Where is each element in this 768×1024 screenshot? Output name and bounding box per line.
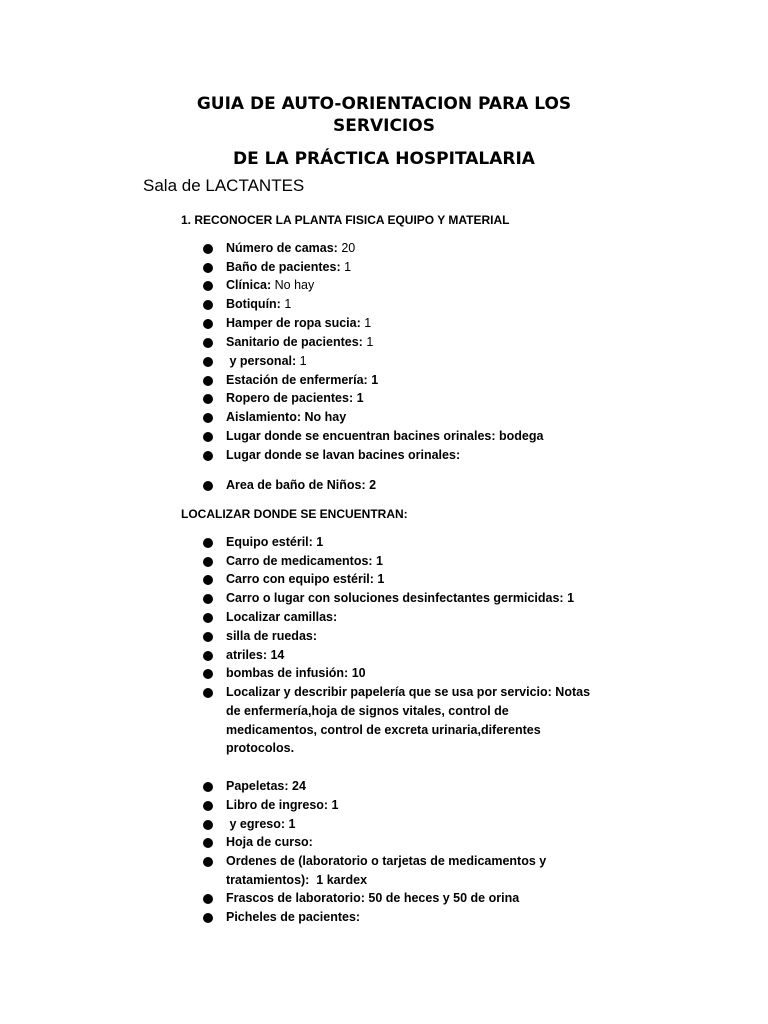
bullet-icon: [203, 244, 213, 254]
item-label: Lugar donde se encuentran bacines orinales: bodega: [226, 429, 544, 443]
bullet-icon: [203, 338, 213, 348]
bullet-icon: [203, 894, 213, 904]
item-text: Hoja de curso:: [226, 835, 313, 849]
bullet-icon: [203, 263, 213, 273]
item-text: y egreso: 1: [226, 817, 296, 831]
item-label: Area de baño de Niños: 2: [226, 478, 377, 492]
item-text: Localizar camillas:: [226, 610, 338, 624]
bullet-icon: [203, 651, 213, 661]
item-value: No hay: [271, 278, 315, 292]
bullet-icon: [203, 669, 213, 679]
bullet-icon: [203, 538, 213, 548]
item-label: Hamper de ropa sucia:: [226, 316, 361, 330]
bullet-icon: [203, 481, 213, 491]
section-1-heading: 1. RECONOCER LA PLANTA FISICA EQUIPO Y MATERIAL: [181, 213, 510, 227]
item-text: Picheles de pacientes:: [226, 910, 361, 924]
bullet-icon: [203, 838, 213, 848]
item-label: Clínica:: [226, 278, 272, 292]
bullet-icon: [203, 688, 213, 698]
item-label: y personal:: [226, 354, 297, 368]
item-label: Estación de enfermería: 1: [226, 373, 379, 387]
item-text: Ordenes de (laboratorio o tarjetas de medicamentos y tratamientos): 1 kardex: [226, 854, 550, 887]
item-label: Aislamiento: No hay: [226, 410, 347, 424]
item-text: Libro de ingreso: 1: [226, 798, 339, 812]
item-label: Sanitario de pacientes:: [226, 335, 363, 349]
bullet-icon: [203, 782, 213, 792]
bullet-icon: [203, 300, 213, 310]
bullet-icon: [203, 376, 213, 386]
item-label: Ropero de pacientes: 1: [226, 391, 364, 405]
item-label: Botiquín:: [226, 297, 281, 311]
item-text: Papeletas: 24: [226, 779, 306, 793]
item-value: 1: [362, 335, 374, 349]
item-text: atriles: 14: [226, 648, 285, 662]
document-title-line-1: GUIA DE AUTO-ORIENTACION PARA LOS: [196, 94, 572, 114]
item-text: bombas de infusión: 10: [226, 666, 366, 680]
bullet-icon: [203, 451, 213, 461]
bullet-icon: [203, 594, 213, 604]
item-text: Carro o lugar con soluciones desinfectantes germicidas: 1: [226, 591, 575, 605]
bullet-icon: [203, 575, 213, 585]
item-label: Número de camas:: [226, 241, 338, 255]
document-title-line-2: SERVICIOS: [333, 116, 435, 136]
item-text: silla de ruedas:: [226, 629, 318, 643]
section-2-heading: LOCALIZAR DONDE SE ENCUENTRAN:: [181, 507, 408, 521]
bullet-icon: [203, 857, 213, 867]
bullet-icon: [203, 319, 213, 329]
item-text: Carro de medicamentos: 1: [226, 554, 383, 568]
item-label: Lugar donde se lavan bacines orinales:: [226, 448, 461, 462]
item-text: Equipo estéril: 1: [226, 535, 324, 549]
item-label: Baño de pacientes:: [226, 260, 341, 274]
bullet-icon: [203, 394, 213, 404]
bullet-icon: [203, 432, 213, 442]
bullet-icon: [203, 820, 213, 830]
item-value: 20: [337, 241, 356, 255]
item-value: 1: [280, 297, 292, 311]
item-text: Localizar y describir papelería que se usa por servicio: Notas de enfermería,hoja de signos vitales, control de medicamentos, control de excreta urinaria,diferentes protocolos.: [226, 685, 591, 756]
bullet-icon: [203, 557, 213, 567]
bullet-icon: [203, 413, 213, 423]
bullet-icon: [203, 913, 213, 923]
item-text: Carro con equipo estéril: 1: [226, 572, 385, 586]
bullet-icon: [203, 357, 213, 367]
document-title-line-3: DE LA PRÁCTICA HOSPITALARIA: [233, 149, 535, 169]
ward-subtitle: Sala de LACTANTES: [143, 176, 305, 195]
bullet-icon: [203, 632, 213, 642]
bullet-icon: [203, 613, 213, 623]
item-value: 1: [296, 354, 307, 368]
bullet-icon: [203, 801, 213, 811]
item-value: 1: [360, 316, 372, 330]
item-value: 1: [340, 260, 352, 274]
item-text: Frascos de laboratorio: 50 de heces y 50 de orina: [226, 891, 520, 905]
bullet-icon: [203, 281, 213, 291]
